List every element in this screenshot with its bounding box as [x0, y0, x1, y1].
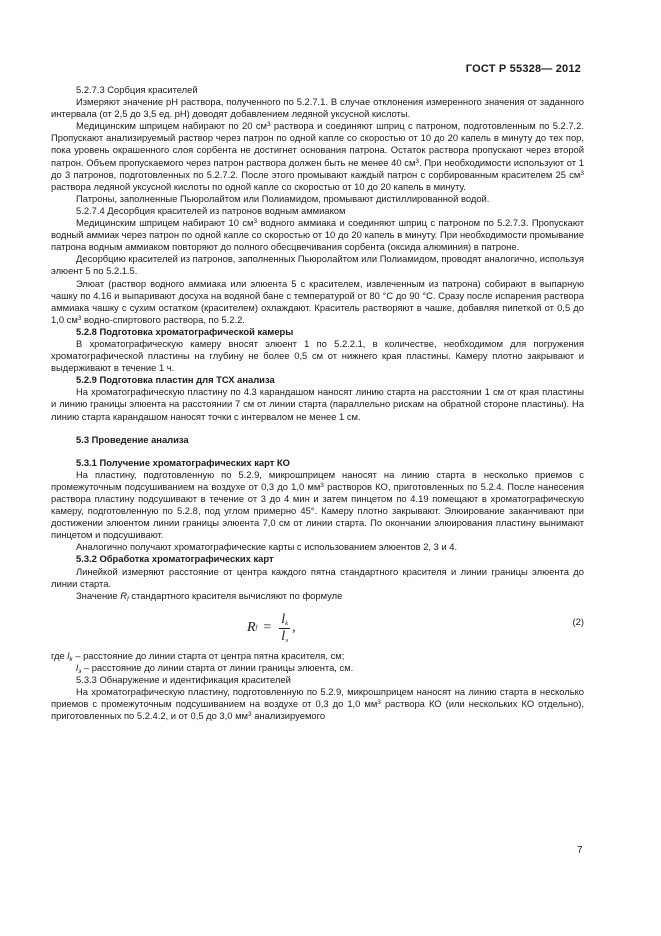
paragraph: В хроматографическую камеру вносят элюент 1 по 5.2.2.1, в количестве, необходимом для погружения хроматографической пластины на глубину не более 0,5 см от нижнего края пластины. Камеру плотно закрывают и выдерживают в течение 1 ч.	[51, 337, 584, 374]
paragraph: На хроматографическую пластину по 4.3 карандашом наносят линию старта на расстоянии 1 см от края пластины и линию границы элюента на расстоянии 7 см от линии старта (параллельно рискам на обратной стороне пластины). На линию старта карандашом наносят точки с интервалом не менее 1 см.	[51, 386, 584, 422]
section-5-3-1-title: 5.3.1 Получение хроматографических карт КО	[76, 456, 290, 468]
formula-legend-line: $l_э$ – расстояние до линии старта от линии границы элюента, см.	[76, 661, 354, 675]
section-5-2-7-4-title: 5.2.7.4 Десорбция красителей из патронов водным аммиаком	[76, 204, 346, 216]
section-5-2-8-title: 5.2.8 Подготовка хроматографической камеры	[76, 325, 294, 337]
paragraph: Патроны, заполненные Пьюролайтом или Полиамидом, промывают дистиллированной водой.	[76, 192, 490, 204]
document-header: ГОСТ Р 55328— 2012	[465, 63, 581, 75]
section-5-3-2-title: 5.3.2 Обработка хроматографических карт	[76, 553, 274, 565]
section-5-2-7-3-title: 5.2.7.3 Сорбция красителей	[76, 84, 198, 95]
paragraph: Медицинским шприцем набирают 10 $см^3$ водного аммиака и соединяют шприц с патроном по 5.2.7.3. Пропускают водный аммиак через патрон по одной капле со скоростью от 10 до 20 капель в минуту. При необходимости промывание патрона водным аммиаком повторяют до полного обесцвечивания сорбента (оксида алюминия) в патроне.	[51, 217, 584, 253]
paragraph: Десорбцию красителей из патронов, заполненных Пьюролайтом или Полиамидом, проводят аналогично, используя элюент 5 по 5.2.1.5.	[51, 253, 584, 277]
paragraph: Линейкой измеряют расстояние от центра каждого пятна стандартного красителя и линии границы элюента до линии старта.	[51, 565, 584, 589]
paragraph: Элюат (раствор водного аммиака или элюента 5 с красителем, извлеченным из патрона) собирают в выпарную чашку по 4.16 и выпаривают досуха на водяной бане с температурой от 80 °С до 90 °С. Сразу после испарения раствора аммиака чашку с сухим остатком (красителем) охлаждают. Краситель растворяют в чашке, добавляя пипеткой от 0,5 до 1,0 $см^3$ водно-спиртового раствора, по 5.2.2.	[51, 277, 584, 325]
formula-legend-line: где $l_k$ – расстояние до линии старта от центра пятна красителя, см;	[51, 649, 345, 663]
formula-fraction: $\frac{l_k}{l_э}$	[281, 611, 289, 644]
paragraph: Аналогично получают хроматографические карты с использованием элюентов 2, 3 и 4.	[76, 541, 458, 553]
formula-expression: R f = $\frac{l_k}{l_э}$ ,	[247, 611, 296, 644]
section-5-3-title: 5.3 Проведение анализа	[76, 433, 189, 445]
section-5-3-3-title: 5.3.3 Обнаружение и идентификация красителей	[76, 674, 291, 686]
paragraph: На пластину, подготовленную по 5.2.9, микрошприцем наносят на линию старта в несколько приемов с промежуточным подсушиванием на воздухе от 0,3 до 1,0 $мм^3$ растворов КО, приготовленных по 5.2.4. После нанесения раствора пластину подсушивают в течение от 3 до 4 мин и затем пинцетом по 4.19 помещают в хроматографическую камеру, подготовленную по 5.2.8, под углом примерно 45°. Камеру плотно закрывают. Элюирование заканчивают при достижении элюентом линии границы элюента 7,0 см от линии старта. По окончании элюирования пластину вынимают пинцетом и подсушивают.	[51, 468, 584, 541]
paragraph: Значение $R_f$ стандартного красителя вычисляют по формуле	[76, 589, 343, 603]
paragraph: Медицинским шприцем набирают по 20 $см^3$ раствора и соединяют шприц с патроном, подготовленным по 5.2.7.2. Пропускают анализируемый раствор через патрон по одной капле со скоростью от 10 до 20 капель в минуту до тех пор, пока уровень окрашенного слоя сорбента не достигнет основания патрона. Остаток раствора пропускают через второй патрон. Объем пропускаемого через патрон раствора должен быть не менее 40 $см^3$. При необходимости используют от 1 до 3 патронов, подготовленных по 5.2.7.2. После этого промывают каждый патрон с сорбированным красителем 25 $см^3$ раствора ледяной уксусной кислоты по одной капле со скоростью от 10 до 20 капель в минуту.	[51, 120, 584, 192]
paragraph: На хроматографическую пластину, подготовленную по 5.2.9, микрошприцем наносят на линию старта в несколько приемов с промежуточным подсушиванием на воздухе от 0,3 до 1,0 $мм^3$ раствора КО (или нескольких КО отдельно), приготовленных по 5.2.4.2, и от 0,5 до 3,0 $мм^3$ анализируемого	[51, 686, 584, 722]
paragraph: Измеряют значение рН раствора, полученного по 5.2.7.1. В случае отклонения измеренного значения от заданного интервала (от 2,5 до 3,5 ед. рН) доводят добавлением ледяной уксусной кислоты.	[51, 96, 584, 120]
section-5-2-9-title: 5.2.9 Подготовка пластин для ТСХ анализа	[76, 374, 275, 386]
formula-number: (2)	[572, 615, 584, 627]
document-body	[51, 84, 584, 722]
formula-rf	[51, 606, 584, 646]
page-number: 7	[577, 845, 583, 856]
